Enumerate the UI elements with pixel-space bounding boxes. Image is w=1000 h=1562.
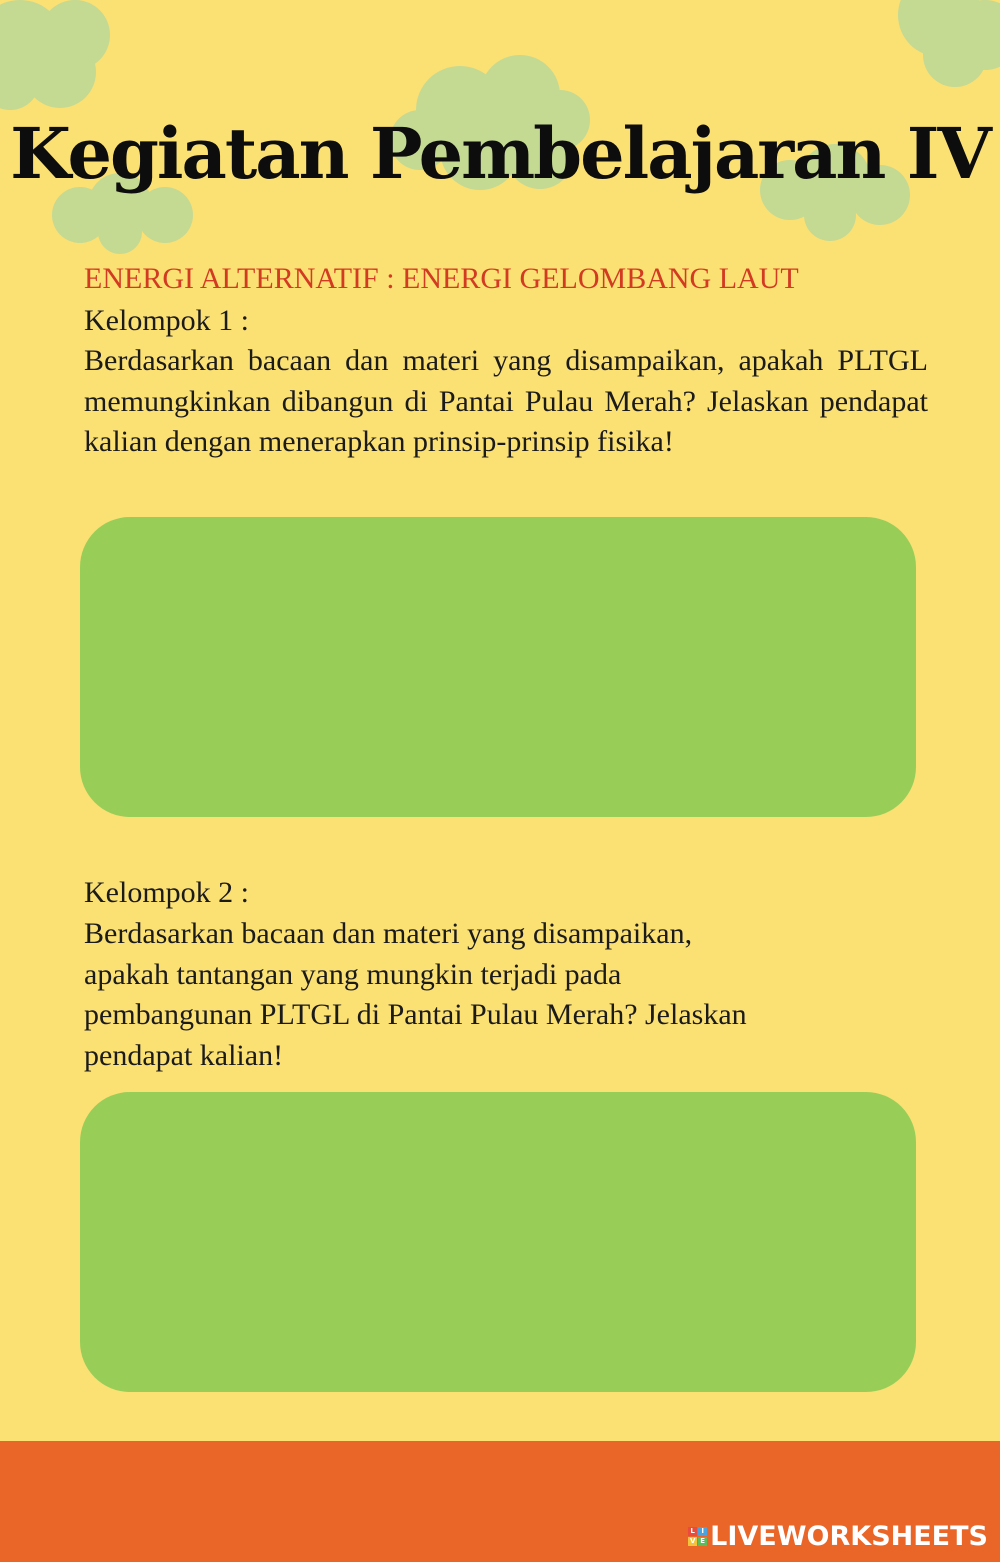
page-title: Kegiatan Pembelajaran IV — [10, 112, 990, 195]
group-1-answer-box[interactable] — [80, 517, 916, 817]
logo-letter: L — [688, 1527, 697, 1536]
footer-bar — [0, 1441, 1000, 1562]
liveworksheets-brand — [688, 1521, 988, 1552]
topic-subtitle: ENERGI ALTERNATIF : ENERGI GELOMBANG LAUT — [84, 262, 799, 295]
logo-letter: V — [689, 1537, 696, 1545]
liveworksheets-logo-icon — [688, 1527, 707, 1546]
group-2-question-line: Berdasarkan bacaan dan materi yang disampaikan, — [84, 917, 693, 950]
logo-letter: E — [698, 1537, 707, 1546]
group-2-question-line: apakah tantangan yang mungkin terjadi pada — [84, 957, 622, 991]
brand-text: LIVEWORKSHEETS — [710, 1521, 988, 1552]
group-1-label: Kelompok 1 : — [84, 304, 249, 337]
group-2-label: Kelompok 2 : — [84, 876, 249, 909]
group-2-answer-box[interactable] — [80, 1092, 916, 1392]
group-2-question-line: pembangunan PLTGL di Pantai Pulau Merah? Jelaskan — [84, 998, 747, 1031]
logo-letter: I — [698, 1527, 707, 1536]
group-1-question: Berdasarkan bacaan dan materi yang disampaikan, apakah PLTGL memungkinkan dibangun di Pantai Pulau Merah? Jelaskan pendapat kalian dengan menerapkan prinsip-prinsip fisika! — [84, 344, 928, 458]
group-2-question-line: pendapat kalian! — [84, 1038, 284, 1072]
group-2-question — [84, 914, 928, 1076]
